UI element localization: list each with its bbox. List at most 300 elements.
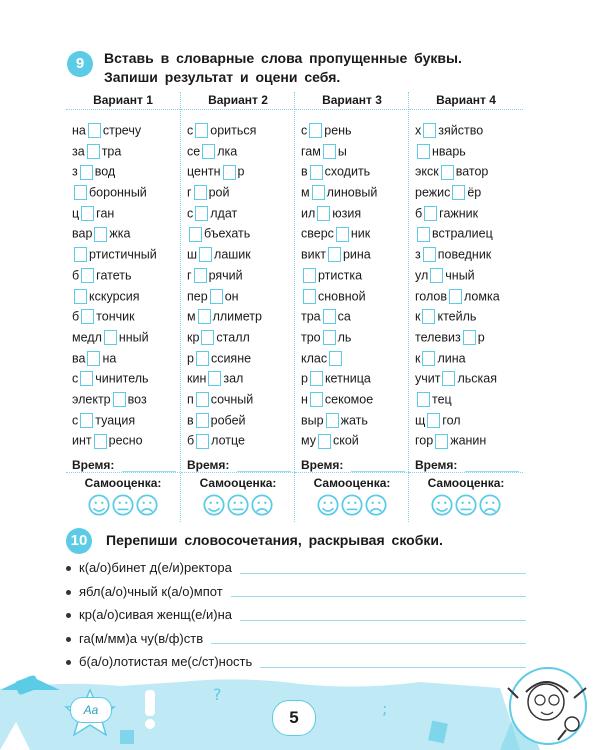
word-prefix: б — [415, 206, 423, 221]
missing-letter-box[interactable] — [323, 309, 336, 324]
word-item — [415, 161, 521, 182]
word-suffix: ник — [350, 226, 371, 241]
answer-line[interactable] — [240, 620, 526, 621]
word-suffix: зал — [223, 371, 244, 386]
word-prefix: з — [415, 247, 421, 262]
word-suffix: ёр — [467, 185, 482, 200]
word-prefix: вар — [72, 226, 93, 241]
word-suffix: гажник — [439, 206, 479, 221]
word-item — [415, 223, 521, 244]
word-item — [415, 410, 521, 431]
word-prefix: б — [72, 309, 80, 324]
word-prefix: с — [72, 371, 79, 386]
word-suffix: рячий — [208, 268, 243, 283]
word-item — [187, 244, 293, 265]
variant-column-4 — [408, 92, 523, 522]
word-suffix: лка — [217, 144, 238, 159]
variant-title: Вариант 4 — [409, 92, 523, 110]
phrase-row — [66, 556, 526, 580]
word-item — [415, 265, 521, 286]
missing-letter-box[interactable] — [442, 371, 455, 386]
word-item — [301, 161, 407, 182]
word-prefix: ц — [72, 206, 80, 221]
word-item — [301, 430, 407, 451]
word-suffix: поведник — [437, 247, 492, 262]
word-item — [301, 368, 407, 389]
word-suffix: кетница — [324, 371, 371, 386]
word-item — [301, 265, 407, 286]
self-assessment-label: Самооценка: — [199, 476, 277, 490]
word-item — [301, 182, 407, 203]
word-prefix: гам — [301, 144, 321, 159]
happy-face-icon[interactable] — [88, 494, 110, 516]
word-item — [301, 203, 407, 224]
word-prefix: на — [72, 123, 86, 138]
word-prefix: р — [187, 350, 194, 365]
word-prefix: з — [72, 164, 78, 179]
time-label: Время: — [301, 458, 344, 472]
missing-letter-box[interactable] — [81, 206, 94, 221]
word-prefix: б — [72, 268, 80, 283]
word-item — [301, 223, 407, 244]
svg-text:?: ? — [213, 685, 222, 704]
bullet-icon — [66, 613, 71, 618]
task9-instruction — [104, 49, 462, 87]
word-suffix: лотце — [211, 433, 245, 448]
word-item — [187, 182, 293, 203]
word-prefix: к — [415, 350, 421, 365]
word-suffix: жать — [340, 412, 368, 427]
word-prefix: тро — [301, 330, 321, 345]
word-item — [187, 161, 293, 182]
word-prefix: х — [415, 123, 422, 138]
phrase-text: б(а/о)лотистая ме(с/ст)ность — [79, 654, 253, 669]
word-item — [72, 286, 178, 307]
missing-letter-box[interactable] — [452, 185, 465, 200]
word-item — [415, 368, 521, 389]
missing-letter-box[interactable] — [323, 330, 336, 345]
word-item — [415, 306, 521, 327]
missing-letter-box[interactable] — [88, 123, 101, 138]
word-prefix: в — [187, 412, 194, 427]
word-suffix: р — [237, 164, 245, 179]
variant-title: Вариант 3 — [295, 92, 409, 110]
word-item — [301, 141, 407, 162]
word-suffix: сочный — [210, 392, 254, 407]
bullet-icon — [66, 637, 71, 642]
word-suffix: секомое — [324, 392, 374, 407]
missing-letter-box[interactable] — [310, 371, 323, 386]
time-field — [301, 458, 405, 472]
word-suffix: на — [102, 350, 117, 365]
missing-letter-box[interactable] — [195, 206, 208, 221]
missing-letter-box[interactable] — [323, 144, 336, 159]
word-prefix: г — [187, 268, 192, 283]
missing-letter-box[interactable] — [449, 289, 462, 304]
word-prefix: с — [187, 123, 194, 138]
time-field — [72, 458, 176, 472]
word-item — [72, 430, 178, 451]
phrase-list — [66, 556, 526, 674]
word-suffix: ской — [332, 433, 359, 448]
self-assessment — [181, 476, 295, 521]
neutral-face-icon[interactable] — [455, 494, 477, 516]
missing-letter-box[interactable] — [94, 227, 107, 242]
girl-magnifier-icon — [502, 658, 594, 748]
missing-letter-box[interactable] — [422, 309, 435, 324]
divider — [181, 472, 295, 473]
word-suffix: ртистка — [318, 268, 363, 283]
missing-letter-box[interactable] — [435, 434, 448, 449]
answer-line[interactable] — [231, 596, 526, 597]
word-item — [187, 141, 293, 162]
word-item — [415, 182, 521, 203]
phrase-row — [66, 627, 526, 651]
word-item — [415, 203, 521, 224]
word-item — [415, 141, 521, 162]
aa-badge: Aa — [70, 697, 112, 723]
missing-letter-box[interactable] — [309, 123, 322, 138]
missing-letter-box[interactable] — [196, 434, 209, 449]
variant-column-2 — [180, 92, 295, 522]
phrase-text: к(а/о)бинет д(е/и)ректора — [79, 560, 232, 575]
bullet-icon — [66, 566, 71, 571]
time-label: Время: — [72, 458, 115, 472]
missing-letter-box[interactable] — [303, 268, 316, 283]
word-item — [301, 244, 407, 265]
happy-face-icon[interactable] — [431, 494, 453, 516]
missing-letter-box[interactable] — [80, 165, 93, 180]
word-suffix: ресно — [108, 433, 143, 448]
neutral-face-icon[interactable] — [112, 494, 134, 516]
word-item — [415, 430, 521, 451]
word-item — [187, 430, 293, 451]
task9-instruction-line2: Запиши результат и оцени себя. — [104, 69, 341, 85]
missing-letter-box[interactable] — [194, 185, 207, 200]
word-prefix: ил — [301, 206, 316, 221]
missing-letter-box[interactable] — [310, 165, 323, 180]
word-suffix: лашик — [214, 247, 251, 262]
word-item — [72, 182, 178, 203]
variant-title: Вариант 2 — [181, 92, 295, 110]
word-item — [415, 389, 521, 410]
word-suffix: ртистичный — [89, 247, 157, 262]
word-suffix: ль — [337, 330, 352, 345]
phrase-row — [66, 580, 526, 604]
word-suffix: рой — [208, 185, 230, 200]
missing-letter-box[interactable] — [422, 351, 435, 366]
self-assessment-label: Самооценка: — [84, 476, 162, 490]
answer-line[interactable] — [240, 573, 526, 574]
neutral-face-icon[interactable] — [341, 494, 363, 516]
missing-letter-box[interactable] — [208, 371, 221, 386]
word-prefix: с — [187, 206, 194, 221]
word-item — [301, 120, 407, 141]
word-prefix: медл — [72, 330, 102, 345]
missing-letter-box[interactable] — [87, 351, 100, 366]
word-item — [301, 306, 407, 327]
happy-face-icon[interactable] — [203, 494, 225, 516]
phrase-text: га(м/мм)а чу(в/ф)ств — [79, 630, 204, 646]
word-suffix: линовый — [326, 185, 378, 200]
word-item — [187, 265, 293, 286]
word-suffix: льская — [457, 371, 498, 386]
word-prefix: экск — [415, 164, 439, 179]
missing-letter-box[interactable] — [336, 227, 349, 242]
word-suffix: воз — [127, 392, 147, 407]
word-suffix: туация — [95, 412, 136, 427]
word-suffix: ллиметр — [212, 309, 262, 324]
word-prefix: н — [301, 392, 308, 407]
word-prefix: м — [187, 309, 196, 324]
missing-letter-box[interactable] — [423, 247, 436, 262]
word-prefix: сверс — [301, 226, 334, 241]
missing-letter-box[interactable] — [94, 434, 107, 449]
answer-line[interactable] — [211, 643, 526, 644]
word-item — [72, 348, 178, 369]
word-prefix: р — [301, 371, 308, 386]
self-assessment — [295, 476, 409, 521]
word-suffix: робей — [210, 412, 246, 427]
self-assessment — [66, 476, 180, 521]
missing-letter-box[interactable] — [312, 185, 325, 200]
sad-face-icon[interactable] — [251, 494, 273, 516]
word-suffix: ссияне — [210, 350, 252, 365]
word-prefix: центн — [187, 164, 221, 179]
word-suffix: гатеть — [96, 268, 132, 283]
phrase-text: ябл(а/о)чный к(а/о)мпот — [79, 583, 223, 599]
word-item — [187, 327, 293, 348]
word-suffix: чный — [445, 268, 475, 283]
missing-letter-box[interactable] — [417, 227, 430, 242]
missing-letter-box[interactable] — [195, 123, 208, 138]
word-suffix: жанин — [450, 433, 487, 448]
word-prefix: ш — [187, 247, 198, 262]
word-item — [187, 120, 293, 141]
phrase-text: кр(а/о)сивая женщ(е/и)на — [79, 607, 233, 622]
missing-letter-box[interactable] — [87, 144, 100, 159]
word-suffix: стречу — [102, 123, 142, 138]
missing-letter-box[interactable] — [424, 206, 437, 221]
word-suffix: юзия — [332, 206, 362, 221]
task9-instruction-line1: Вставь в словарные слова пропущенные буквы. — [104, 50, 462, 66]
word-suffix: чинитель — [95, 371, 149, 386]
word-item — [301, 410, 407, 431]
missing-letter-box[interactable] — [198, 309, 211, 324]
missing-letter-box[interactable] — [201, 330, 214, 345]
word-prefix: голов — [415, 288, 447, 303]
word-item — [72, 368, 178, 389]
page-number: 5 — [272, 700, 316, 736]
word-prefix: учит — [415, 371, 441, 386]
time-label: Время: — [415, 458, 458, 472]
word-prefix: клас — [301, 350, 328, 365]
missing-letter-box[interactable] — [430, 268, 443, 283]
word-item — [72, 389, 178, 410]
word-prefix: му — [301, 433, 316, 448]
missing-letter-box[interactable] — [104, 330, 117, 345]
word-prefix: кр — [187, 330, 200, 345]
word-prefix: кин — [187, 371, 207, 386]
word-item — [72, 244, 178, 265]
word-item — [72, 327, 178, 348]
word-suffix: боронный — [89, 185, 147, 200]
self-assessment-label: Самооценка: — [427, 476, 505, 490]
word-prefix: в — [301, 164, 308, 179]
missing-letter-box[interactable] — [303, 289, 316, 304]
missing-letter-box[interactable] — [81, 309, 94, 324]
word-prefix: тра — [301, 309, 321, 324]
word-item — [301, 348, 407, 369]
word-item — [301, 389, 407, 410]
word-prefix: с — [72, 412, 79, 427]
word-item — [415, 286, 521, 307]
missing-letter-box[interactable] — [329, 351, 342, 366]
word-item — [415, 348, 521, 369]
word-prefix: телевиз — [415, 330, 461, 345]
variants-table — [66, 92, 522, 522]
word-prefix: с — [301, 123, 308, 138]
svg-text:;: ; — [382, 699, 388, 718]
word-suffix: лина — [437, 350, 466, 365]
word-suffix: зяйство — [438, 123, 484, 138]
word-suffix: сходить — [324, 164, 371, 179]
missing-letter-box[interactable] — [74, 185, 87, 200]
word-prefix: викт — [301, 247, 326, 262]
word-suffix: сновной — [318, 288, 366, 303]
self-assessment — [409, 476, 523, 521]
word-prefix: выр — [301, 412, 324, 427]
word-item — [72, 161, 178, 182]
word-item — [72, 141, 178, 162]
missing-letter-box[interactable] — [210, 289, 223, 304]
word-item — [72, 410, 178, 431]
divider — [66, 472, 180, 473]
happy-face-icon[interactable] — [317, 494, 339, 516]
word-suffix: ган — [96, 206, 115, 221]
missing-letter-box[interactable] — [80, 371, 93, 386]
word-prefix: г — [187, 185, 192, 200]
word-item — [72, 203, 178, 224]
missing-letter-box[interactable] — [194, 268, 207, 283]
missing-letter-box[interactable] — [80, 413, 93, 428]
missing-letter-box[interactable] — [463, 330, 476, 345]
word-item — [72, 120, 178, 141]
sad-face-icon[interactable] — [136, 494, 158, 516]
sad-face-icon[interactable] — [479, 494, 501, 516]
word-prefix: пер — [187, 288, 208, 303]
word-suffix: ктейль — [437, 309, 477, 324]
word-item — [72, 306, 178, 327]
missing-letter-box[interactable] — [74, 247, 87, 262]
missing-letter-box[interactable] — [202, 144, 215, 159]
word-prefix: п — [187, 392, 194, 407]
missing-letter-box[interactable] — [423, 123, 436, 138]
missing-letter-box[interactable] — [328, 247, 341, 262]
word-suffix: ватор — [455, 164, 489, 179]
missing-letter-box[interactable] — [113, 392, 126, 407]
missing-letter-box[interactable] — [199, 247, 212, 262]
word-prefix: ва — [72, 350, 86, 365]
missing-letter-box[interactable] — [427, 413, 440, 428]
word-suffix: жка — [109, 226, 131, 241]
missing-letter-box[interactable] — [196, 413, 209, 428]
word-suffix: ориться — [210, 123, 257, 138]
word-prefix: гор — [415, 433, 434, 448]
word-item — [187, 223, 293, 244]
word-prefix: инт — [72, 433, 92, 448]
missing-letter-box[interactable] — [74, 289, 87, 304]
word-prefix: ул — [415, 268, 429, 283]
missing-letter-box[interactable] — [326, 413, 339, 428]
word-item — [187, 286, 293, 307]
word-prefix: б — [187, 433, 195, 448]
word-suffix: нный — [118, 330, 149, 345]
word-item — [187, 348, 293, 369]
missing-letter-box[interactable] — [196, 392, 209, 407]
missing-letter-box[interactable] — [81, 268, 94, 283]
word-suffix: р — [477, 330, 485, 345]
word-suffix: рина — [342, 247, 371, 262]
word-item — [187, 306, 293, 327]
word-suffix: тец — [432, 392, 452, 407]
word-prefix: се — [187, 144, 201, 159]
bullet-icon — [66, 590, 71, 595]
word-suffix: встралиец — [432, 226, 493, 241]
divider — [409, 472, 523, 473]
neutral-face-icon[interactable] — [227, 494, 249, 516]
time-label: Время: — [187, 458, 230, 472]
word-item — [301, 286, 407, 307]
missing-letter-box[interactable] — [318, 434, 331, 449]
missing-letter-box[interactable] — [317, 206, 330, 221]
word-suffix: тончик — [96, 309, 135, 324]
variant-column-3 — [294, 92, 409, 522]
word-suffix: рень — [324, 123, 352, 138]
task10-instruction: Перепиши словосочетания, раскрывая скобки. — [106, 532, 443, 548]
missing-letter-box[interactable] — [310, 392, 323, 407]
phrase-row — [66, 603, 526, 627]
missing-letter-box[interactable] — [196, 351, 209, 366]
word-suffix: бъехать — [204, 226, 251, 241]
word-suffix: лдат — [210, 206, 238, 221]
word-prefix: за — [72, 144, 85, 159]
missing-letter-box[interactable] — [417, 392, 430, 407]
word-item — [72, 265, 178, 286]
word-prefix: м — [301, 185, 310, 200]
missing-letter-box[interactable] — [441, 165, 454, 180]
sad-face-icon[interactable] — [365, 494, 387, 516]
word-suffix: тра — [101, 144, 122, 159]
missing-letter-box[interactable] — [223, 165, 236, 180]
word-prefix: электр — [72, 392, 111, 407]
word-prefix: щ — [415, 412, 426, 427]
word-item — [187, 410, 293, 431]
missing-letter-box[interactable] — [417, 144, 430, 159]
word-prefix: режис — [415, 185, 451, 200]
word-suffix: ломка — [464, 288, 500, 303]
time-field — [415, 458, 519, 472]
word-item — [301, 327, 407, 348]
word-item — [187, 389, 293, 410]
missing-letter-box[interactable] — [189, 227, 202, 242]
word-item — [415, 244, 521, 265]
word-item — [187, 203, 293, 224]
word-item — [72, 223, 178, 244]
word-suffix: вод — [94, 164, 116, 179]
variant-title: Вариант 1 — [66, 92, 180, 110]
word-suffix: са — [337, 309, 351, 324]
